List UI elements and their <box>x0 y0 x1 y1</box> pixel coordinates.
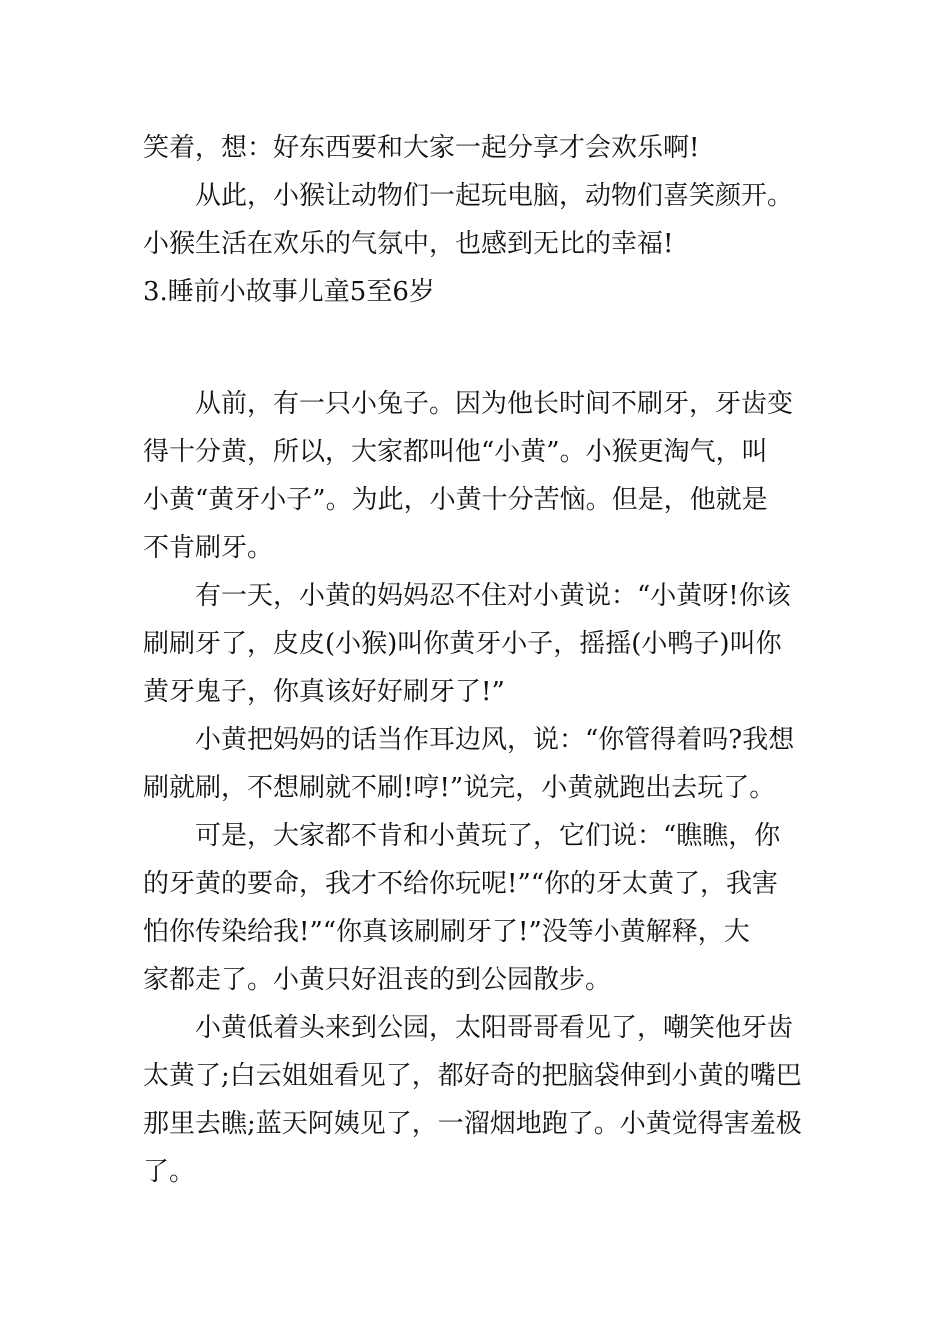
text-line: 小黄低着头来到公园，太阳哥哥看见了，嘲笑他牙齿 <box>195 1013 794 1043</box>
text-line: 笑着，想：好东西要和大家一起分享才会欢乐啊! <box>143 133 700 163</box>
text-line: 有一天，小黄的妈妈忍不住对小黄说：“小黄呀!你该 <box>195 581 791 611</box>
text-line: 的牙黄的要命，我才不给你玩呢!”“你的牙太黄了，我害 <box>143 869 779 899</box>
text-line: 黄牙鬼子，你真该好好刷牙了!” <box>143 677 505 707</box>
text-line: 太黄了;白云姐姐看见了，都好奇的把脑袋伸到小黄的嘴巴 <box>143 1061 802 1091</box>
text-line: 3.睡前小故事儿童5至6岁 <box>143 277 435 307</box>
text-line: 可是，大家都不肯和小黄玩了，它们说：“瞧瞧，你 <box>195 821 781 851</box>
text-line: 小黄把妈妈的话当作耳边风，说：“你管得着吗?我想 <box>195 725 795 755</box>
text-line: 小黄“黄牙小子”。为此，小黄十分苦恼。但是，他就是 <box>143 485 768 515</box>
text-line: 不肯刷牙。 <box>143 533 274 563</box>
text-line: 小猴生活在欢乐的气氛中，也感到无比的幸福! <box>143 229 674 259</box>
text-line: 刷就刷，不想刷就不刷!哼!”说完，小黄就跑出去玩了。 <box>143 773 776 803</box>
text-line: 了。 <box>143 1157 196 1187</box>
text-line: 怕你传染给我!”“你真该刷刷牙了!”没等小黄解释，大 <box>143 917 750 947</box>
text-block-story <box>143 380 813 1196</box>
text-line: 得十分黄，所以，大家都叫他“小黄”。小猴更淘气，叫 <box>143 437 768 467</box>
text-block-top <box>143 124 813 316</box>
text-line: 家都走了。小黄只好沮丧的到公园散步。 <box>143 965 612 995</box>
text-line: 刷刷牙了，皮皮(小猴)叫你黄牙小子，摇摇(小鸭子)叫你 <box>143 629 782 659</box>
text-line: 从此，小猴让动物们一起玩电脑，动物们喜笑颜开。 <box>195 181 794 211</box>
text-line: 从前，有一只小兔子。因为他长时间不刷牙，牙齿变 <box>195 389 794 419</box>
text-line: 那里去瞧;蓝天阿姨见了，一溜烟地跑了。小黄觉得害羞极 <box>143 1109 802 1139</box>
